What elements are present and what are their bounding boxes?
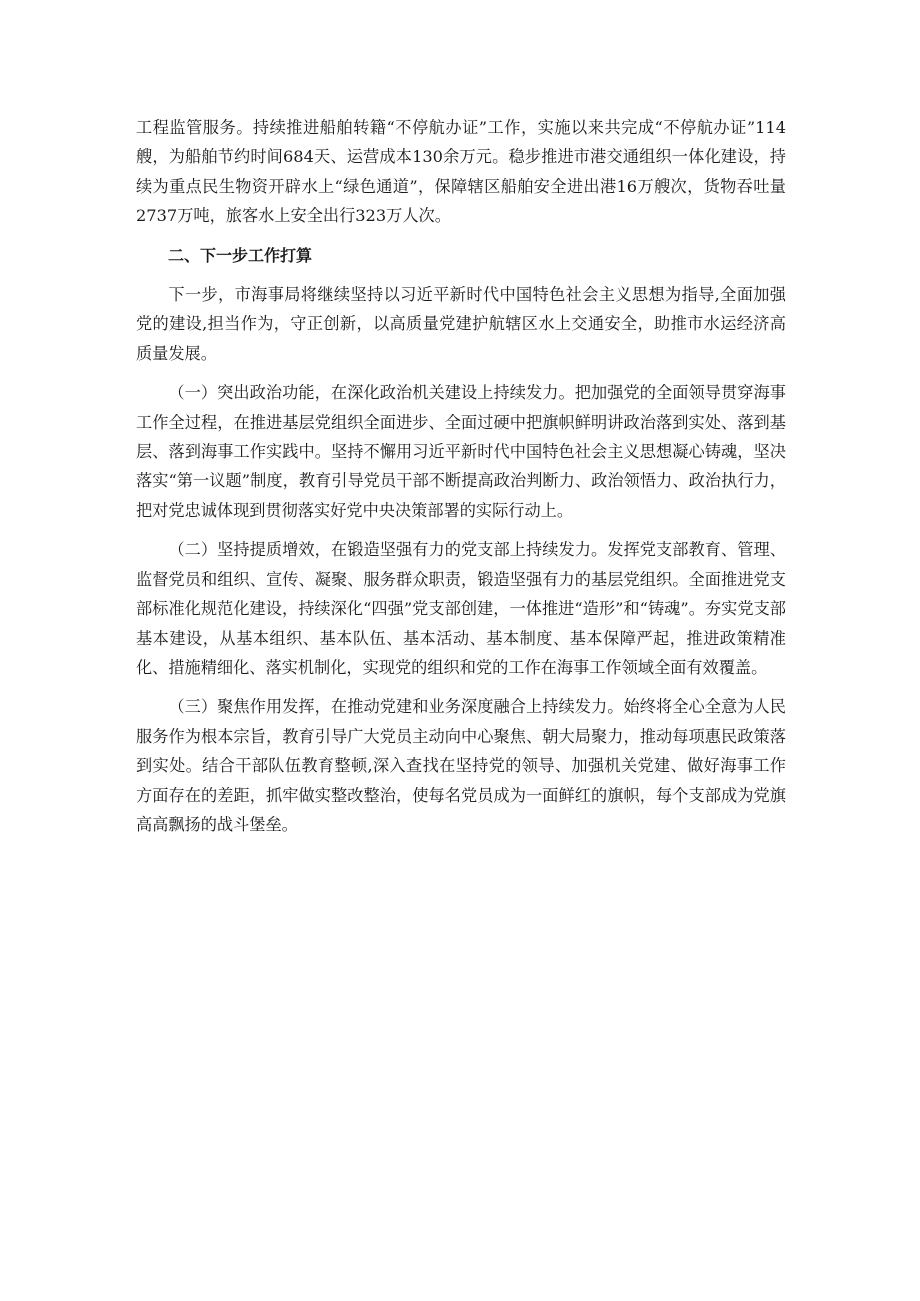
paragraph-item-3: （三）聚焦作用发挥，在推动党建和业务深度融合上持续发力。始终将全心全意为人民服务作为根本宗旨，教育引导广大党员主动向中心聚焦、朝大局聚力，推动每项惠民政策落到实处。结合干部队伍教育整顿,深入查找在坚持党的领导、加强机关党建、做好海事工作方面存在的差距，抓牢做实整改整治，使每名党员成为一面鲜红的旗帜，每个支部成为党旗高高飘扬的战斗堡垒。 [136,697,786,834]
paragraph-item-2: （二）坚持提质增效，在锻造坚强有力的党支部上持续发力。发挥党支部教育、管理、监督党员和组织、宣传、凝聚、服务群众职责，锻造坚强有力的基层党组织。全面推进党支部标准化规范化建设，持续深化“四强”党支部创建，一体推进“造形”和“铸魂”。夯实党支部基本建设，从基本组织、基本队伍、基本活动、基本制度、基本保障严起，推进政策精准化、措施精细化、落实机制化，实现党的组织和党的工作在海事工作领域全面有效覆盖。 [136,540,786,677]
paragraph-intro: 下一步，市海事局将继续坚持以习近平新时代中国特色社会主义思想为指导,全面加强党的建设,担当作为，守正创新，以高质量党建护航辖区水上交通安全，助推市水运经济高质量发展。 [136,285,786,363]
document-body [136,113,786,849]
section-heading: 二、下一步工作打算 [168,245,313,265]
paragraph-item-1: （一）突出政治功能，在深化政治机关建设上持续发力。把加强党的全面领导贯穿海事工作全过程，在推进基层党组织全面进步、全面过硬中把旗帜鲜明讲政治落到实处、落到基层、落到海事工作实践中。坚持不懈用习近平新时代中国特色社会主义思想凝心铸魂，坚决落实“第一议题”制度，教育引导党员干部不断提高政治判断力、政治领悟力、政治执行力，把对党忠诚体现到贯彻落实好党中央决策部署的实际行动上。 [136,383,786,520]
paragraph-continuation: 工程监管服务。持续推进船舶转籍“不停航办证”工作，实施以来共完成“不停航办证”114艘，为船舶节约时间684天、运营成本130余万元。稳步推进市港交通组织一体化建设，持续为重点民生物资开辟水上“绿色通道”，保障辖区船舶安全进出港16万艘次，货物吞吐量2737万吨，旅客水上安全出行323万人次。 [136,118,786,226]
